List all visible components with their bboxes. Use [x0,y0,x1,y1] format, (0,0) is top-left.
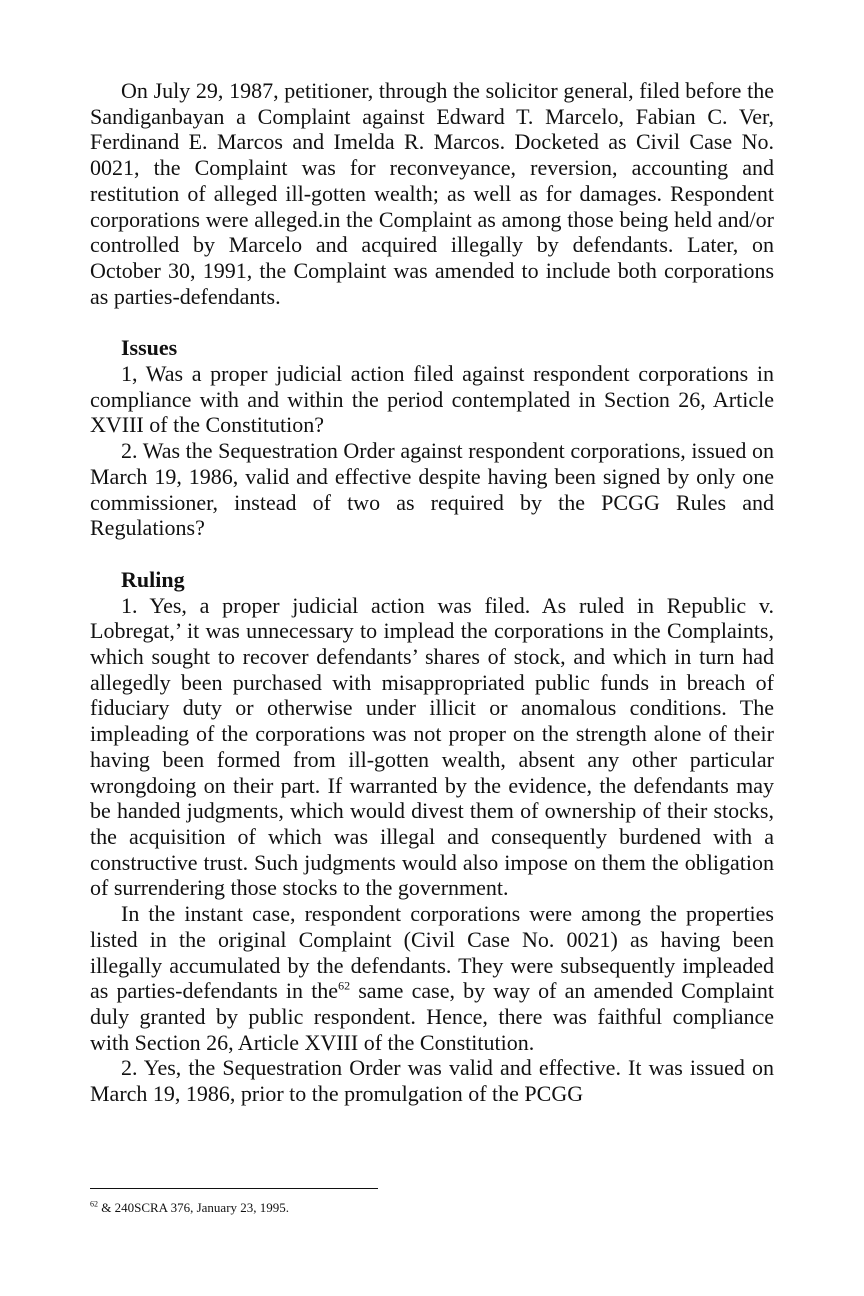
ruling-1-paragraph: 1. Yes, a proper judicial action was filed. As ruled in Republic v. Lobregat,’ it was unnecessary to implead the corporations in the Complaints, which sought to recover defendants’ shares of stock, and which in turn had allegedly been purchased with misappropriated public funds in breach of fiduciary duty or otherwise under illicit or anomalous conditions. The impleading of the corporations was not proper on the strength alone of their having been formed from ill-gotten wealth, absent any other particular wrongdoing on their part. If warranted by the evidence, the defendants may be handed judgments, which would divest them of ownership of their stocks, the acquisition of which was illegal and consequently burdened with a constructive trust. Such judgments would also impose on them the obligation of surrendering those stocks to the government. [90,592,774,901]
footnote-text: & 240SCRA 376, January 23, 1995. [98,1200,290,1215]
ruling-2-paragraph [90,901,774,1055]
issue-2-paragraph: 2. Was the Sequestration Order against respondent corporations, issued on March 19, 1986, valid and effective despite having been signed by only one commissioner, instead of two as required by the PCGG Rules and Regulations? [90,438,774,541]
ruling-2-text-after-ref: same case, by way of an amended Complaint duly granted by public respondent. Hence, there was faithful compliance with Section 26, Article XVIII of the Constitution. [90,978,774,1055]
section-spacer [90,541,774,567]
ruling-3-paragraph: 2. Yes, the Sequestration Order was valid and effective. It was issued on March 19, 1986, prior to the promulgation of the PCGG [90,1055,774,1107]
footnote-reference: 62 [338,978,351,993]
ruling-heading: Ruling [121,566,185,592]
ruling-2-text-before-ref: In the instant case, respondent corporations were among the properties listed in the original Complaint (Civil Case No. 0021) as having been illegally accumulated by the defendants. They were subsequently impleaded as parties-defendants in the [90,901,774,1004]
footnote-number: 62 [90,1199,98,1209]
issues-heading: Issues [121,335,178,361]
footnote-divider [90,1188,378,1189]
facts-paragraph: On July 29, 1987, petitioner, through the solicitor general, filed before the Sandiganbayan a Complaint against Edward T. Marcelo, Fabian C. Ver, Ferdinand E. Marcos and Imelda R. Marcos. Docketed as Civil Case No. 0021, the Complaint was for reconveyance, reversion, accounting and restitution of alleged ill-gotten wealth; as well as for damages. Respondent corporations were alleged.in the Complaint as among those being held and/or controlled by Marcelo and acquired illegally by defendants. Later, on October 30, 1991, the Complaint was amended to include both corporations as parties-defendants. [90,78,774,309]
section-spacer [90,309,774,335]
document-page [90,78,774,1107]
footnote [90,1200,289,1216]
issue-1-paragraph: 1, Was a proper judicial action filed against respondent corporations in compliance with and within the period contemplated in Section 26, Article XVIII of the Constitution? [90,361,774,438]
